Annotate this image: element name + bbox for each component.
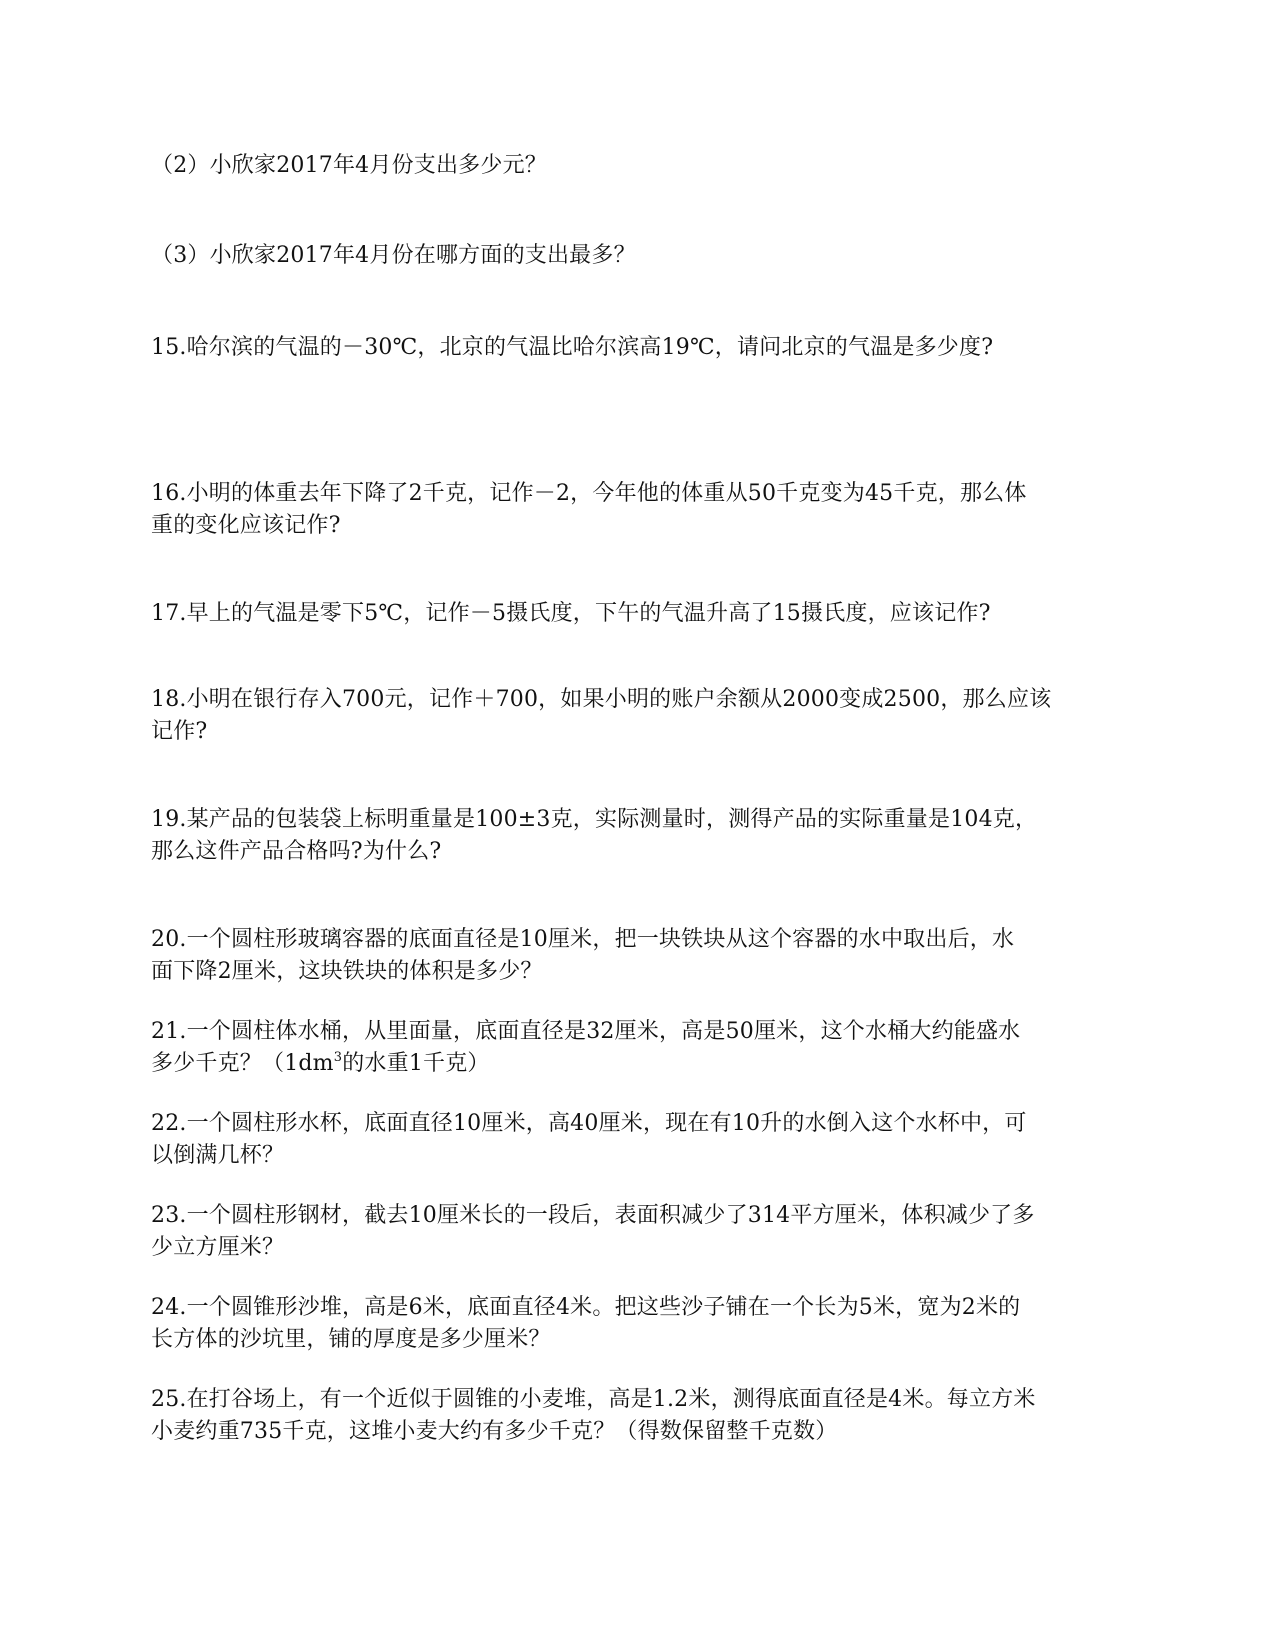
problem-22-line-1: 22.一个圆柱形水杯，底面直径10厘米，高40厘米，现在有10升的水倒入这个水杯中，可 <box>151 1111 1027 1136</box>
problem-24-line-2: 长方体的沙坑里，铺的厚度是多少厘米？ <box>151 1327 551 1352</box>
problem-21-line-2-pre: 多少千克？（1dm <box>151 1051 334 1076</box>
problem-16-line-2: 重的变化应该记作? <box>151 513 341 538</box>
problem-16-line-1: 16.小明的体重去年下降了2千克，记作－2，今年他的体重从50千克变为45千克，那么体 <box>151 481 1027 506</box>
problem-23-line-2: 少立方厘米？ <box>151 1235 285 1260</box>
problem-18-line-2: 记作? <box>151 719 208 744</box>
subquestion-3: （3）小欣家2017年4月份在哪方面的支出最多？ <box>151 243 636 268</box>
problem-23-line-1: 23.一个圆柱形钢材，截去10厘米长的一段后，表面积减少了314平方厘米，体积减少了多 <box>151 1203 1035 1228</box>
problem-24-line-1: 24.一个圆锥形沙堆，高是6米，底面直径4米。把这些沙子铺在一个长为5米，宽为2米的 <box>151 1295 1021 1320</box>
problem-21-line-1: 21.一个圆柱体水桶，从里面量，底面直径是32厘米，高是50厘米，这个水桶大约能盛水 <box>151 1019 1021 1044</box>
problem-15-line-1: 15.哈尔滨的气温的－30℃，北京的气温比哈尔滨高19℃，请问北京的气温是多少度? <box>151 335 994 360</box>
problem-21-line-2-post: 的水重1千克） <box>342 1051 490 1076</box>
problem-18-line-1: 18.小明在银行存入700元，记作＋700，如果小明的账户余额从2000变成2500，那么应该 <box>151 687 1052 712</box>
problem-17-line-1: 17.早上的气温是零下5℃，记作－5摄氏度，下午的气温升高了15摄氏度，应该记作? <box>151 601 991 626</box>
problem-22-line-2: 以倒满几杯？ <box>151 1143 285 1168</box>
problem-20-line-2: 面下降2厘米，这块铁块的体积是多少？ <box>151 959 543 984</box>
problem-21-line-2 <box>151 1048 1131 1080</box>
problem-19-line-2: 那么这件产品合格吗?为什么? <box>151 839 442 864</box>
problem-19-line-1: 19.某产品的包装袋上标明重量是100±3克，实际测量时，测得产品的实际重量是104克， <box>151 807 1038 832</box>
cubic-superscript: 3 <box>333 1050 343 1065</box>
problem-20-line-1: 20.一个圆柱形玻璃容器的底面直径是10厘米，把一块铁块从这个容器的水中取出后，水 <box>151 927 1015 952</box>
problem-25-line-1: 25.在打谷场上，有一个近似于圆锥的小麦堆，高是1.2米，测得底面直径是4米。每立方米 <box>151 1387 1036 1412</box>
subquestion-2: （2）小欣家2017年4月份支出多少元？ <box>151 153 547 178</box>
problem-25-line-2: 小麦约重735千克，这堆小麦大约有多少千克？（得数保留整千克数） <box>151 1419 838 1444</box>
